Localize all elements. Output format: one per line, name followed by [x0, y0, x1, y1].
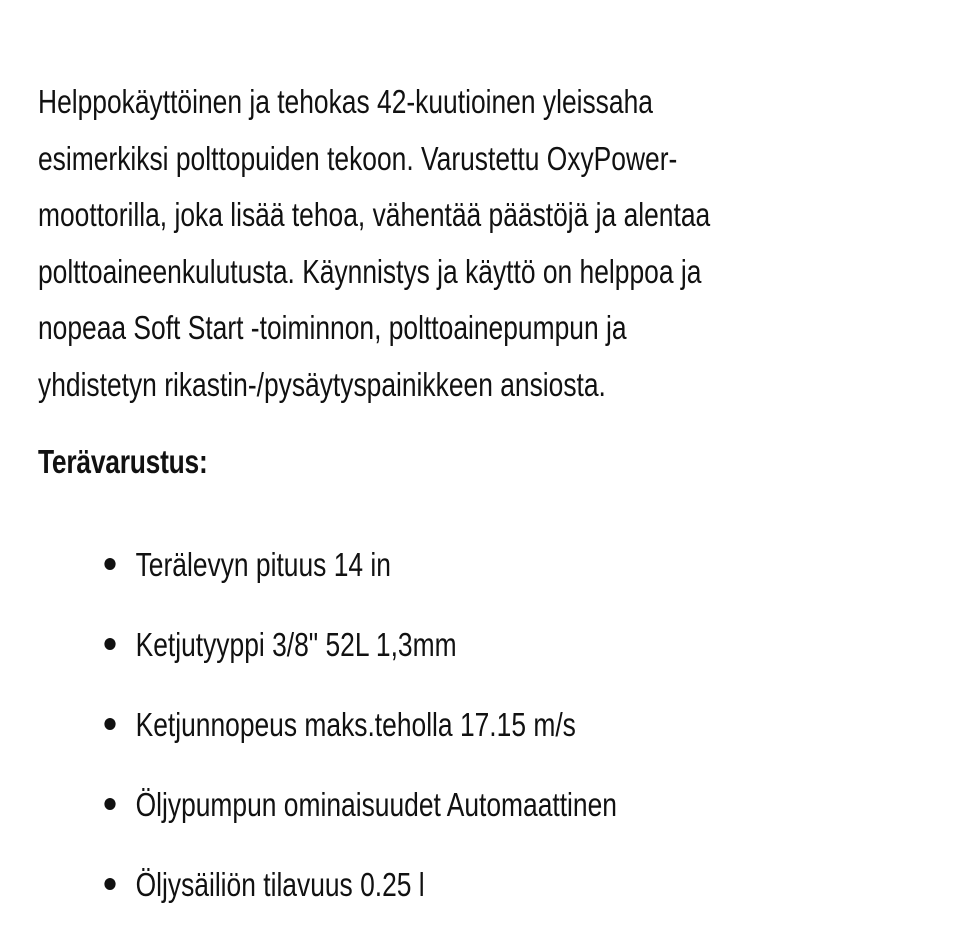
spec-label: Terälevyn pituus 14 in [135, 546, 391, 583]
description-line: yhdistetyn rikastin-/pysäytyspainikkeen ansiosta. [38, 365, 606, 403]
spec-label: Öljypumpun ominaisuudet Automaattinen [135, 786, 617, 823]
bullet-icon [104, 718, 115, 730]
product-description-section [38, 74, 918, 903]
product-description-paragraph [38, 74, 918, 413]
spec-list-item [38, 622, 617, 702]
description-line: Helppokäyttöinen ja tehokas 42-kuutioinen yleissaha [38, 83, 653, 120]
spec-label: Ketjutyyppi 3/8" 52L 1,3mm [135, 626, 457, 663]
spec-list-item [38, 862, 617, 942]
spec-list-item [38, 782, 617, 862]
bullet-icon [104, 798, 115, 810]
spec-list-item [38, 542, 617, 622]
description-line: nopeaa Soft Start -toiminnon, polttoainepumpun ja [38, 309, 627, 346]
spec-list-item [38, 702, 617, 782]
description-line: moottorilla, joka lisää tehoa, vähentää päästöjä ja alentaa [38, 196, 711, 233]
spec-label: Öljysäiliön tilavuus 0.25 l [135, 866, 425, 903]
description-line: esimerkiksi polttopuiden tekoon. Varustettu OxyPower- [38, 139, 678, 177]
specs-list [38, 542, 617, 942]
description-line: polttoaineenkulutusta. Käynnistys ja käyttö on helppoa ja [38, 252, 702, 290]
bullet-icon [104, 638, 115, 650]
bullet-icon [104, 878, 115, 890]
spec-label: Ketjunnopeus maks.teholla 17.15 m/s [135, 706, 576, 743]
specs-heading: Terävarustus: [38, 443, 208, 480]
bullet-icon [104, 558, 115, 570]
